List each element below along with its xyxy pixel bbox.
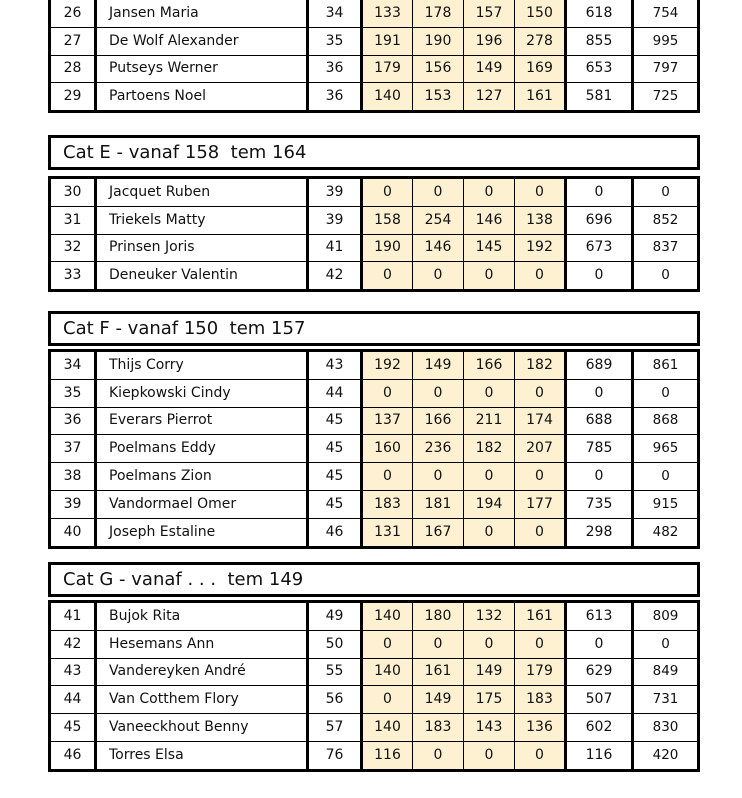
game-4-cell: 207 [515, 435, 566, 463]
rank-cell: 35 [50, 379, 96, 407]
handicap-total-cell: 837 [633, 234, 699, 262]
age-cell: 49 [308, 602, 362, 631]
game-3-cell: 132 [464, 602, 515, 631]
player-name-cell: Prinsen Joris [96, 234, 308, 262]
player-name-cell: Poelmans Eddy [96, 435, 308, 463]
game-2-cell: 149 [413, 351, 464, 380]
rank-cell: 31 [50, 206, 96, 234]
game-2-cell: 183 [413, 714, 464, 742]
table-row [50, 602, 699, 631]
game-2-cell: 0 [413, 630, 464, 658]
player-name-cell: Joseph Estaline [96, 518, 308, 547]
age-cell: 43 [308, 351, 362, 380]
player-name-cell: Putseys Werner [96, 55, 308, 83]
handicap-total-cell: 915 [633, 490, 699, 518]
game-3-cell: 0 [464, 518, 515, 547]
game-3-cell: 175 [464, 686, 515, 714]
handicap-total-cell: 809 [633, 602, 699, 631]
rank-cell: 26 [50, 0, 96, 27]
results-table-cat-e [48, 176, 700, 292]
handicap-total-cell: 0 [633, 379, 699, 407]
results-table-cat-f [48, 349, 700, 549]
handicap-total-cell: 420 [633, 741, 699, 770]
total-cell: 0 [566, 178, 633, 207]
total-cell: 688 [566, 407, 633, 435]
game-1-cell: 140 [362, 602, 413, 631]
category-header-f: Cat F - vanaf 150 tem 157 [48, 311, 700, 346]
rank-cell: 32 [50, 234, 96, 262]
total-cell: 855 [566, 27, 633, 55]
age-cell: 42 [308, 262, 362, 291]
table-row [50, 234, 699, 262]
game-2-cell: 0 [413, 463, 464, 491]
age-cell: 76 [308, 741, 362, 770]
total-cell: 673 [566, 234, 633, 262]
total-cell: 298 [566, 518, 633, 547]
game-1-cell: 183 [362, 490, 413, 518]
handicap-total-cell: 965 [633, 435, 699, 463]
game-3-cell: 196 [464, 27, 515, 55]
table-body [50, 351, 699, 548]
rank-cell: 39 [50, 490, 96, 518]
game-1-cell: 137 [362, 407, 413, 435]
player-name-cell: Torres Elsa [96, 741, 308, 770]
table-body [50, 602, 699, 771]
handicap-total-cell: 731 [633, 686, 699, 714]
player-name-cell: Thijs Corry [96, 351, 308, 380]
table-row [50, 27, 699, 55]
player-name-cell: Poelmans Zion [96, 463, 308, 491]
game-3-cell: 157 [464, 0, 515, 27]
table-row [50, 658, 699, 686]
game-1-cell: 192 [362, 351, 413, 380]
game-1-cell: 140 [362, 83, 413, 112]
game-2-cell: 153 [413, 83, 464, 112]
game-1-cell: 0 [362, 463, 413, 491]
game-3-cell: 0 [464, 463, 515, 491]
handicap-total-cell: 0 [633, 262, 699, 291]
total-cell: 0 [566, 463, 633, 491]
table-row [50, 262, 699, 291]
age-cell: 35 [308, 27, 362, 55]
game-3-cell: 149 [464, 658, 515, 686]
game-4-cell: 174 [515, 407, 566, 435]
game-2-cell: 166 [413, 407, 464, 435]
game-2-cell: 161 [413, 658, 464, 686]
game-4-cell: 0 [515, 630, 566, 658]
player-name-cell: Triekels Matty [96, 206, 308, 234]
table-row [50, 379, 699, 407]
game-2-cell: 146 [413, 234, 464, 262]
game-4-cell: 0 [515, 178, 566, 207]
age-cell: 34 [308, 0, 362, 27]
table-row [50, 351, 699, 380]
rank-cell: 43 [50, 658, 96, 686]
handicap-total-cell: 0 [633, 630, 699, 658]
game-4-cell: 161 [515, 602, 566, 631]
game-3-cell: 146 [464, 206, 515, 234]
table-row [50, 463, 699, 491]
game-1-cell: 131 [362, 518, 413, 547]
game-3-cell: 182 [464, 435, 515, 463]
game-4-cell: 278 [515, 27, 566, 55]
game-1-cell: 140 [362, 658, 413, 686]
game-3-cell: 127 [464, 83, 515, 112]
handicap-total-cell: 0 [633, 178, 699, 207]
game-1-cell: 190 [362, 234, 413, 262]
game-4-cell: 182 [515, 351, 566, 380]
handicap-total-cell: 482 [633, 518, 699, 547]
table-row [50, 206, 699, 234]
game-2-cell: 0 [413, 741, 464, 770]
table-row [50, 0, 699, 27]
game-1-cell: 116 [362, 741, 413, 770]
game-2-cell: 190 [413, 27, 464, 55]
handicap-total-cell: 995 [633, 27, 699, 55]
player-name-cell: Bujok Rita [96, 602, 308, 631]
game-1-cell: 191 [362, 27, 413, 55]
rank-cell: 33 [50, 262, 96, 291]
total-cell: 0 [566, 630, 633, 658]
age-cell: 45 [308, 435, 362, 463]
rank-cell: 44 [50, 686, 96, 714]
game-1-cell: 0 [362, 686, 413, 714]
age-cell: 55 [308, 658, 362, 686]
player-name-cell: Vandormael Omer [96, 490, 308, 518]
game-1-cell: 0 [362, 178, 413, 207]
player-name-cell: Van Cotthem Flory [96, 686, 308, 714]
total-cell: 0 [566, 262, 633, 291]
handicap-total-cell: 849 [633, 658, 699, 686]
handicap-total-cell: 0 [633, 463, 699, 491]
table-row [50, 518, 699, 547]
game-4-cell: 177 [515, 490, 566, 518]
rank-cell: 42 [50, 630, 96, 658]
total-cell: 613 [566, 602, 633, 631]
game-3-cell: 149 [464, 55, 515, 83]
results-table-cat-g [48, 600, 700, 772]
total-cell: 735 [566, 490, 633, 518]
game-1-cell: 158 [362, 206, 413, 234]
total-cell: 581 [566, 83, 633, 112]
age-cell: 39 [308, 206, 362, 234]
game-3-cell: 145 [464, 234, 515, 262]
total-cell: 785 [566, 435, 633, 463]
age-cell: 56 [308, 686, 362, 714]
game-3-cell: 194 [464, 490, 515, 518]
age-cell: 45 [308, 490, 362, 518]
player-name-cell: Vaneeckhout Benny [96, 714, 308, 742]
age-cell: 46 [308, 518, 362, 547]
game-1-cell: 160 [362, 435, 413, 463]
game-4-cell: 0 [515, 518, 566, 547]
total-cell: 629 [566, 658, 633, 686]
game-4-cell: 169 [515, 55, 566, 83]
game-3-cell: 166 [464, 351, 515, 380]
age-cell: 45 [308, 407, 362, 435]
category-header-e: Cat E - vanaf 158 tem 164 [48, 135, 700, 170]
game-2-cell: 167 [413, 518, 464, 547]
player-name-cell: Hesemans Ann [96, 630, 308, 658]
age-cell: 57 [308, 714, 362, 742]
game-2-cell: 0 [413, 178, 464, 207]
game-4-cell: 192 [515, 234, 566, 262]
player-name-cell: Jacquet Ruben [96, 178, 308, 207]
game-4-cell: 150 [515, 0, 566, 27]
game-4-cell: 161 [515, 83, 566, 112]
rank-cell: 40 [50, 518, 96, 547]
rank-cell: 34 [50, 351, 96, 380]
game-3-cell: 0 [464, 379, 515, 407]
results-table-block-0 [48, 0, 700, 113]
game-2-cell: 0 [413, 379, 464, 407]
handicap-total-cell: 797 [633, 55, 699, 83]
handicap-total-cell: 830 [633, 714, 699, 742]
player-name-cell: Jansen Maria [96, 0, 308, 27]
handicap-total-cell: 725 [633, 83, 699, 112]
table-body [50, 0, 699, 112]
age-cell: 44 [308, 379, 362, 407]
table-row [50, 407, 699, 435]
table-body [50, 178, 699, 291]
table-row [50, 686, 699, 714]
game-1-cell: 0 [362, 262, 413, 291]
total-cell: 0 [566, 379, 633, 407]
game-3-cell: 211 [464, 407, 515, 435]
game-1-cell: 0 [362, 379, 413, 407]
age-cell: 50 [308, 630, 362, 658]
player-name-cell: Everars Pierrot [96, 407, 308, 435]
total-cell: 696 [566, 206, 633, 234]
game-4-cell: 179 [515, 658, 566, 686]
total-cell: 507 [566, 686, 633, 714]
game-3-cell: 143 [464, 714, 515, 742]
rank-cell: 46 [50, 741, 96, 770]
age-cell: 45 [308, 463, 362, 491]
total-cell: 653 [566, 55, 633, 83]
rank-cell: 29 [50, 83, 96, 112]
category-header-g: Cat G - vanaf . . . tem 149 [48, 562, 700, 597]
game-3-cell: 0 [464, 178, 515, 207]
handicap-total-cell: 852 [633, 206, 699, 234]
game-2-cell: 156 [413, 55, 464, 83]
game-2-cell: 236 [413, 435, 464, 463]
game-2-cell: 181 [413, 490, 464, 518]
table-row [50, 83, 699, 112]
table-row [50, 55, 699, 83]
table-row [50, 630, 699, 658]
game-1-cell: 133 [362, 0, 413, 27]
age-cell: 41 [308, 234, 362, 262]
game-1-cell: 140 [362, 714, 413, 742]
handicap-total-cell: 861 [633, 351, 699, 380]
player-name-cell: Kiepkowski Cindy [96, 379, 308, 407]
game-4-cell: 183 [515, 686, 566, 714]
total-cell: 618 [566, 0, 633, 27]
player-name-cell: Vandereyken André [96, 658, 308, 686]
handicap-total-cell: 868 [633, 407, 699, 435]
game-2-cell: 0 [413, 262, 464, 291]
total-cell: 689 [566, 351, 633, 380]
game-4-cell: 0 [515, 379, 566, 407]
rank-cell: 45 [50, 714, 96, 742]
player-name-cell: Deneuker Valentin [96, 262, 308, 291]
rank-cell: 41 [50, 602, 96, 631]
age-cell: 36 [308, 55, 362, 83]
total-cell: 116 [566, 741, 633, 770]
rank-cell: 27 [50, 27, 96, 55]
rank-cell: 38 [50, 463, 96, 491]
table-row [50, 178, 699, 207]
table-row [50, 435, 699, 463]
rank-cell: 30 [50, 178, 96, 207]
player-name-cell: Partoens Noel [96, 83, 308, 112]
game-4-cell: 136 [515, 714, 566, 742]
game-2-cell: 254 [413, 206, 464, 234]
game-4-cell: 0 [515, 262, 566, 291]
game-4-cell: 138 [515, 206, 566, 234]
rank-cell: 37 [50, 435, 96, 463]
game-2-cell: 178 [413, 0, 464, 27]
game-1-cell: 0 [362, 630, 413, 658]
handicap-total-cell: 754 [633, 0, 699, 27]
game-2-cell: 149 [413, 686, 464, 714]
game-3-cell: 0 [464, 630, 515, 658]
game-2-cell: 180 [413, 602, 464, 631]
age-cell: 39 [308, 178, 362, 207]
rank-cell: 28 [50, 55, 96, 83]
rank-cell: 36 [50, 407, 96, 435]
game-4-cell: 0 [515, 463, 566, 491]
game-1-cell: 179 [362, 55, 413, 83]
total-cell: 602 [566, 714, 633, 742]
table-row [50, 490, 699, 518]
game-3-cell: 0 [464, 262, 515, 291]
table-row [50, 714, 699, 742]
game-4-cell: 0 [515, 741, 566, 770]
age-cell: 36 [308, 83, 362, 112]
player-name-cell: De Wolf Alexander [96, 27, 308, 55]
table-row [50, 741, 699, 770]
game-3-cell: 0 [464, 741, 515, 770]
